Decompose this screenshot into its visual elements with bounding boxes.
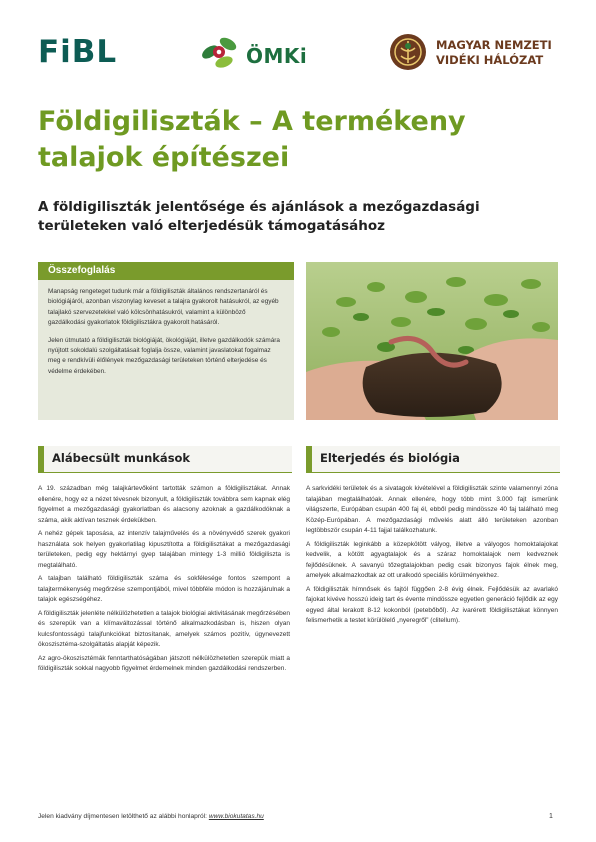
summary-paragraph-1: Manapság rengeteget tudunk már a földigiliszták általános rendszertanáról és biológiájáról, azonban viszonylag keveset a talajra gyakorolt hatásukról, az egyéb talajlakó szervezetekkel való kölcsönhatásukról, valamint a különböző gazdálkodási gyakorlatok földigilisztákra gyakorolt hatásáról. — [48, 288, 279, 327]
omki-flower-icon — [198, 32, 242, 72]
left-column-heading — [38, 446, 292, 473]
footer-text: Jelen kiadvány díjmentesen letölthető az alábbi honlapról: — [38, 813, 207, 820]
omki-logo — [198, 32, 308, 72]
right-paragraph-3: A földigiliszták hímnősek és fajtól függően 2-8 évig élnek. Fejlődésük az avarlakó fajokat kivéve hosszú ideig tart és évente mindössze egyetlen generáció fejlődik az egy egyed által lerakott 8-12 kokonból (petebőből). Az ivarérett földigilisztákat könnyen felismerhetik a testet körülölelő „nyeregről” (clitellum). — [306, 585, 558, 624]
left-paragraph-3: A talajban található földigiliszták száma és sokfélesége fontos szempont a talajtermékenység megőrzése szempontjából, mivel többféle módon is hozzájárulnak a talajok egészségéhez. — [38, 575, 290, 603]
left-paragraph-2: A nehéz gépek taposása, az intenzív talajművelés és a növényvédő szerek gyakori használata sok helyen gyakorlatilag kipusztította a földigilisztákat a mezőgazdasági területeken, pedig egy hektárnyi gyep talajában mintegy 1-3 millió földigiliszta is megtalálható. — [38, 530, 290, 569]
left-column-body — [38, 484, 290, 678]
mnvh-emblem-icon — [388, 32, 428, 72]
left-paragraph-5: Az agro-ökoszisztémák fenntarthatóságában játszott nélkülözhetetlen szerepük miatt a földigiliszták sokkal nagyobb figyelmet érdemelnek minden gazdálkodási rendszerben. — [38, 654, 290, 672]
summary-box — [38, 262, 294, 420]
left-paragraph-1: A 19. században még talajkártevőként tartották számon a földigilisztákat. Annak ellenére, hogy ez a nézet tévesnek bizonyult, a földigiliszták továbbra sem kapnak elég figyelmet a mezőgazdasági gyakorlatban és alacsony azoknak a gazdálkodóknak a száma, akik aktívan tesznek érdekükben. — [38, 485, 290, 524]
fibl-logo: FiBL — [38, 34, 118, 70]
left-column-heading-text: Alábecsült munkások — [52, 451, 191, 465]
page-number: 1 — [549, 813, 553, 820]
right-column-heading-text: Elterjedés és biológia — [320, 451, 460, 465]
mnvh-logo-text — [436, 38, 576, 68]
earthworm-photo — [306, 262, 558, 420]
right-column-heading — [306, 446, 560, 473]
left-paragraph-4: A földigiliszták jelenléte nélkülözhetetlen a talajok biológiai aktivitásának megőrzésében és szerepük van a klímaváltozással történő alkalmazkodásban is, hiszen olyan kulcsfontosságú talajfunkciókat biztosítanak, amelyek számos pozitív, úgynevezett ökoszisztéma-szolgáltatás alapját képezik. — [38, 609, 290, 648]
page-title: Földigiliszták – A termékeny talajok építészei — [38, 106, 466, 173]
footer-link[interactable]: www.biokutatas.hu — [208, 813, 264, 820]
right-paragraph-1: A sarkvidéki területek és a sivatagok kivételével a földigiliszták szinte valamennyi zóna talajában megtalálhatóak. Annak ellenére, hogy több mint 3.000 fajt ismerünk világszerte, Európában csupán 400 faj él, ebből pedig mindössze 40 faj található meg Közép-Európában. A mezőgazdasági művelés alatt álló területeken azonban legtöbbször csupán 4-11 fajjal találkozhatunk. — [306, 485, 558, 534]
mnvh-line-1: MAGYAR NEMZETI — [436, 38, 552, 52]
logo-bar — [0, 26, 596, 76]
omki-logo-text: ÖMKi — [246, 44, 308, 68]
summary-paragraph-2: Jelen útmutató a földigiliszták biológiáját, ökológiáját, illetve gazdálkodók számára nyújtott sokoldalú szolgáltatásait foglalja össze, valamint javaslatokat fogalmaz meg e rendkívüli élőlények mezőgazdasági területeken történő elterjedése és védelme érdekében. — [48, 336, 280, 375]
mnvh-line-2: VIDÉKI HÁLÓZAT — [436, 53, 544, 67]
right-column-body — [306, 484, 558, 630]
footer — [38, 813, 264, 820]
summary-heading: Összefoglalás — [38, 262, 294, 280]
page-subtitle: A földigiliszták jelentősége és ajánlások a mezőgazdasági területeken való elterjedésük támogatásához — [38, 199, 480, 234]
right-paragraph-2: A földigiliszták leginkább a közepkötött vályog, illetve a vályogos homoktalajokat kedvelik, a kötött agyagtalajok és a száraz homoktalajok nem kedveznek fejlődésüknek. A savanyú tőzegtalajokban pedig csak bizonyos fajok élnek meg, amelyek alkalmazkodtak az ott uralkodó speciális körülményekhez. — [306, 540, 558, 579]
mnvh-logo — [388, 32, 552, 77]
